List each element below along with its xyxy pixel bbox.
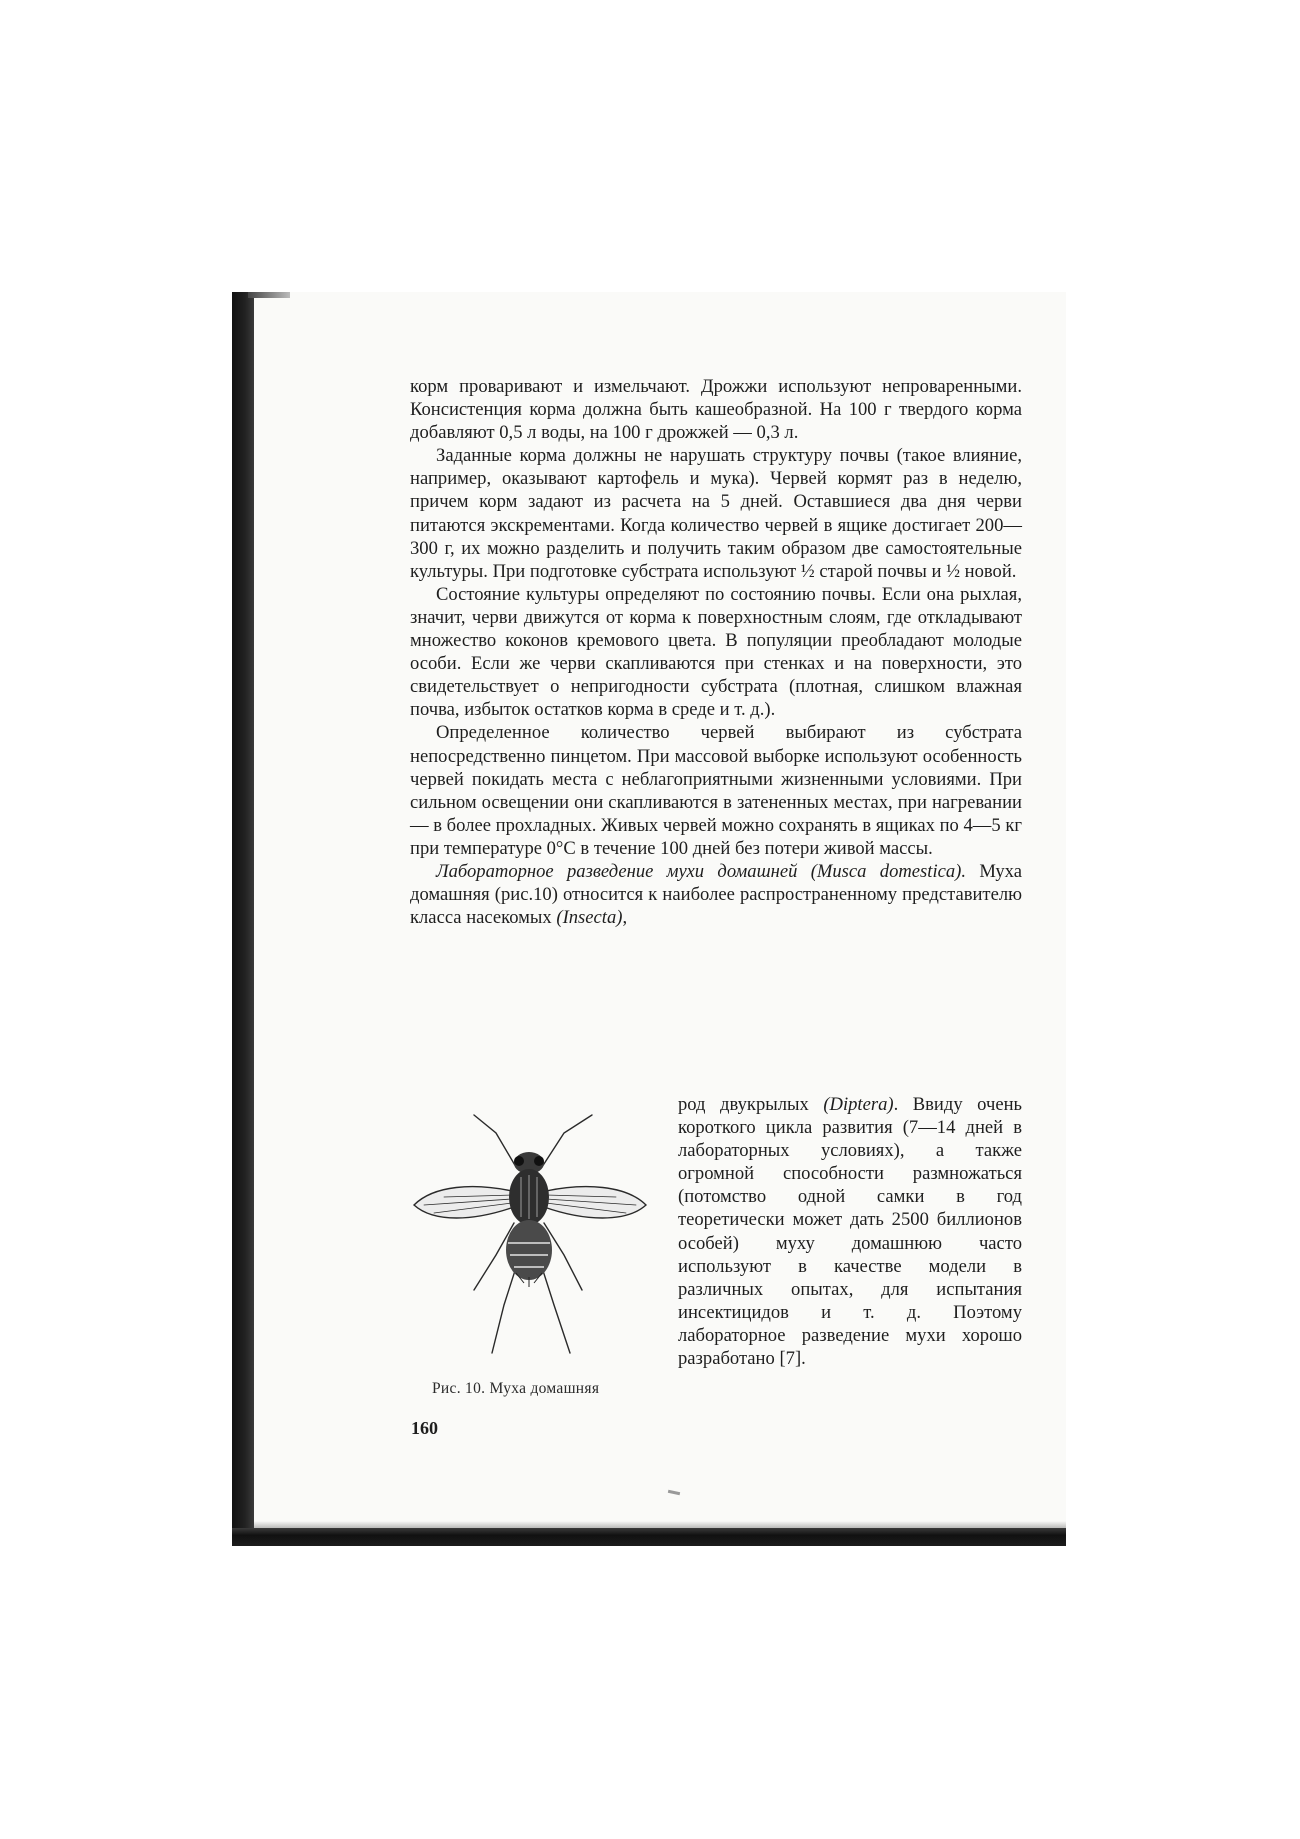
musca-lead-text: Муха домашняя (рис.10) относится к наиболее распространенному представителю класса насекомых: [410, 860, 1022, 929]
housefly-illustration: [404, 1105, 654, 1367]
scan-shadow-bottom: [232, 1528, 1066, 1546]
body-text: [410, 375, 1022, 929]
paragraph-1: корм проваривают и измельчают. Дрожжи используют непроваренными. Консистенция корма должна быть кашеобразной. На 100 г твердого корма добавляют 0,5 л воды, на 100 г дрожжей — 0,3 л.: [410, 376, 1022, 444]
scan-shadow-gradient: [254, 1521, 1066, 1528]
scan-edge-top: [248, 292, 290, 298]
paragraph-4: Определенное количество червей выбирают из субстрата непосредственно пинцетом. При массовой выборке используют особенность червей покидать места с неблагоприятными жизненными условиями. При сильном освещении они скапливаются в затененных местах, при нагревании — в более прохладных. Живых червей можно сохранять в ящиках по 4—5 кг при температуре 0°С в течение 100 дней без потери живой массы.: [410, 722, 1022, 859]
paragraph-3: Состояние культуры определяют по состоянию почвы. Если она рыхлая, значит, черви движутся от корма к поверхностным слоям, где откладывают множество коконов кремового цвета. В популяции преобладают молодые особи. Если же черви скапливаются при стенках и на поверхности, это свидетельствует о непригодности субстрата (плотная, слишком влажная почва, избыток остатков корма в среде и т. д.).: [410, 583, 1022, 721]
side-text: [678, 1093, 1022, 1370]
paragraph-musca: Лабораторное разведение мухи домашней (Musca domestica). Муха домашняя (рис.10) относится к наиболее распространенному представителю класса насекомых (Insecta),: [410, 860, 1022, 929]
figure-housefly: [404, 1105, 654, 1397]
diptera-term: (Diptera): [823, 1094, 894, 1115]
page-number: 160: [411, 1418, 438, 1438]
section-heading: Лабораторное разведение мухи домашней (Musca domestica).: [436, 860, 966, 882]
side-text-start: род двукрылых: [678, 1094, 824, 1115]
paragraph-2: Заданные корма должны не нарушать структуру почвы (такое влияние, например, оказывают картофель и мука). Червей кормят раз в неделю, причем корм задают из расчета на 5 дней. Оставшиеся два дня черви питаются экскрементами. Когда количество червей в ящике достигает 200—300 г, их можно разделить и получить таким образом две самостоятельные культуры. При подготовке субстрата используют ½ старой почвы и ½ новой.: [410, 445, 1022, 582]
insecta-term: (Insecta): [556, 907, 623, 929]
figure-caption: Рис. 10. Муха домашняя: [432, 1380, 600, 1397]
side-text-rest: . Ввиду очень короткого цикла развития (7—14 дней в лабораторных условиях), а также огромной способности размножаться (потомство одной самки в год теоретически может дать 2500 биллионов особей) муху домашнюю часто используют в качестве модели в различных опытах, для испытания инсектицидов и т. д. Поэтому лабораторное разведение мухи хорошо разработано [7].: [678, 1094, 1022, 1370]
scan-shadow-left: [232, 292, 254, 1546]
